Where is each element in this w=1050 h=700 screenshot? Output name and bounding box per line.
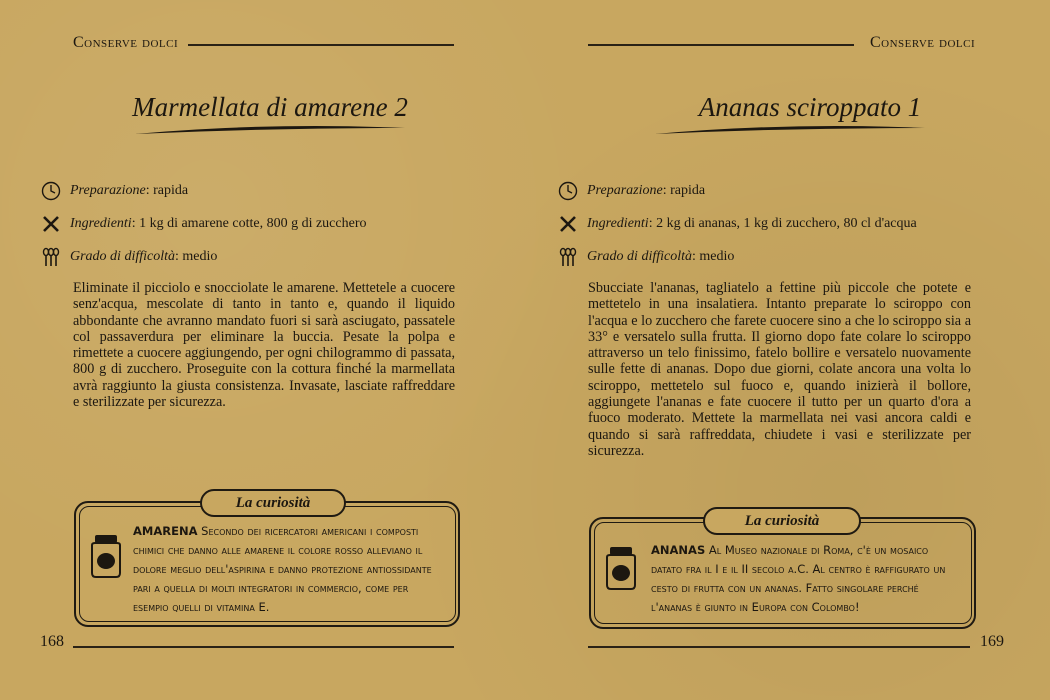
clock-icon <box>40 180 62 202</box>
recipe-body: Eliminate il picciolo e snocciolate le amarene. Mettetele a cuocere senz'acqua, mescolate di tanto in tanto e, quando il liquido abbondante che avranno mandato fuori si sarà asciugato, passatele col passaverdura per eliminare la buccia. Pesate la polpa e rimettete a cuocere aggiungendo, per ogni chilogrammo di passata, 800 g di zucchero. Proseguite con la cottura finché la marmellata avrà raggiunto la giusta consistenza. Invasate, lasciate raffreddare e sterilizzate per sicurezza. <box>73 280 455 411</box>
curiosity-title: La curiosità <box>200 489 346 517</box>
footer-rule <box>588 646 970 648</box>
jam-jar-icon <box>88 533 124 584</box>
difficulty-row <box>40 246 217 268</box>
curiosity-headword: ANANAS <box>651 543 706 557</box>
jam-jar-icon <box>603 545 639 596</box>
title-underline-swoosh <box>130 120 410 140</box>
fork-knife-icon <box>557 213 579 235</box>
running-head: Conserve dolci <box>73 34 179 51</box>
difficulty-row <box>557 246 734 268</box>
header-rule <box>188 44 454 46</box>
difficulty-label: Grado di difficoltà <box>587 249 692 264</box>
spoons-icon <box>40 246 62 268</box>
ingredients-label: Ingredienti <box>70 216 132 231</box>
prep-label: Preparazione <box>587 183 663 198</box>
difficulty-value: : medio <box>175 249 218 264</box>
spoons-icon <box>557 246 579 268</box>
page-number: 169 <box>980 633 1004 650</box>
prep-value: : rapida <box>145 183 189 198</box>
recipe-body: Sbucciate l'ananas, tagliatelo a fettine più piccole che potete e mettetelo in una insalatiera. Intanto preparate lo sciroppo con l'acqua e lo zucchero che farete cuocere sino a che lo sciroppo sia a 33° e versatelo sulla frutta. Il giorno dopo fate colare lo sciroppo attraverso un telo finissimo, fatelo bollire e versatelo nuovamente sulle fette di ananas. Dopo due giorni, colate ancora una volta lo sciroppo, mettetelo sul fuoco e, quando inizierà il bollore, aggiungete l'ananas e fate cuocere il tutto per un quarto d'ora a fuoco moderato. Mettete la marmellata nei vasi ancora caldi e quando si sarà raffreddata, chiudete i vasi e sterilizzate per sicurezza. <box>588 280 971 459</box>
title-underline-swoosh <box>650 120 930 140</box>
prep-label: Preparazione <box>70 183 146 198</box>
recipe-title: Ananas sciroppato 1 <box>698 92 922 122</box>
curiosity-headword: AMARENA <box>133 524 198 538</box>
prep-row <box>557 180 705 202</box>
ingredients-label: Ingredienti <box>587 216 649 231</box>
header-rule <box>588 44 854 46</box>
curiosity-text <box>651 541 951 617</box>
curiosity-body: Secondo dei ricercatori americani i composti chimici che danno alle amarene il colore rosso alleviano il dolore meglio dell'aspirina e danno protezione antiossidante pari a quella di molti integratori in commercio, come per esempio quelli di vitamina E. <box>133 524 432 614</box>
difficulty-label: Grado di difficoltà <box>70 249 175 264</box>
recipe-title: Marmellata di amarene 2 <box>132 92 408 122</box>
difficulty-value: : medio <box>692 249 735 264</box>
curiosity-title: La curiosità <box>703 507 861 535</box>
prep-row <box>40 180 188 202</box>
page-number: 168 <box>40 633 64 650</box>
clock-icon <box>557 180 579 202</box>
ingredients-row <box>557 213 917 235</box>
right-page <box>525 0 1050 700</box>
ingredients-value: : 1 kg di amarene cotte, 800 g di zucchero <box>131 216 367 231</box>
ingredients-value: : 2 kg di ananas, 1 kg di zucchero, 80 cl d'acqua <box>648 216 917 231</box>
prep-value: : rapida <box>662 183 706 198</box>
curiosity-body: Al Museo nazionale di Roma, c'è un mosaico datato fra il I e il II secolo a.C. Al centro è raffigurato un cesto di frutta con un ananas. Fatto singolare perché l'ananas è giunto in Europa con Colombo! <box>651 543 946 614</box>
footer-rule <box>73 646 454 648</box>
fork-knife-icon <box>40 213 62 235</box>
ingredients-row <box>40 213 367 235</box>
running-head: Conserve dolci <box>870 34 976 51</box>
curiosity-text <box>133 522 443 617</box>
